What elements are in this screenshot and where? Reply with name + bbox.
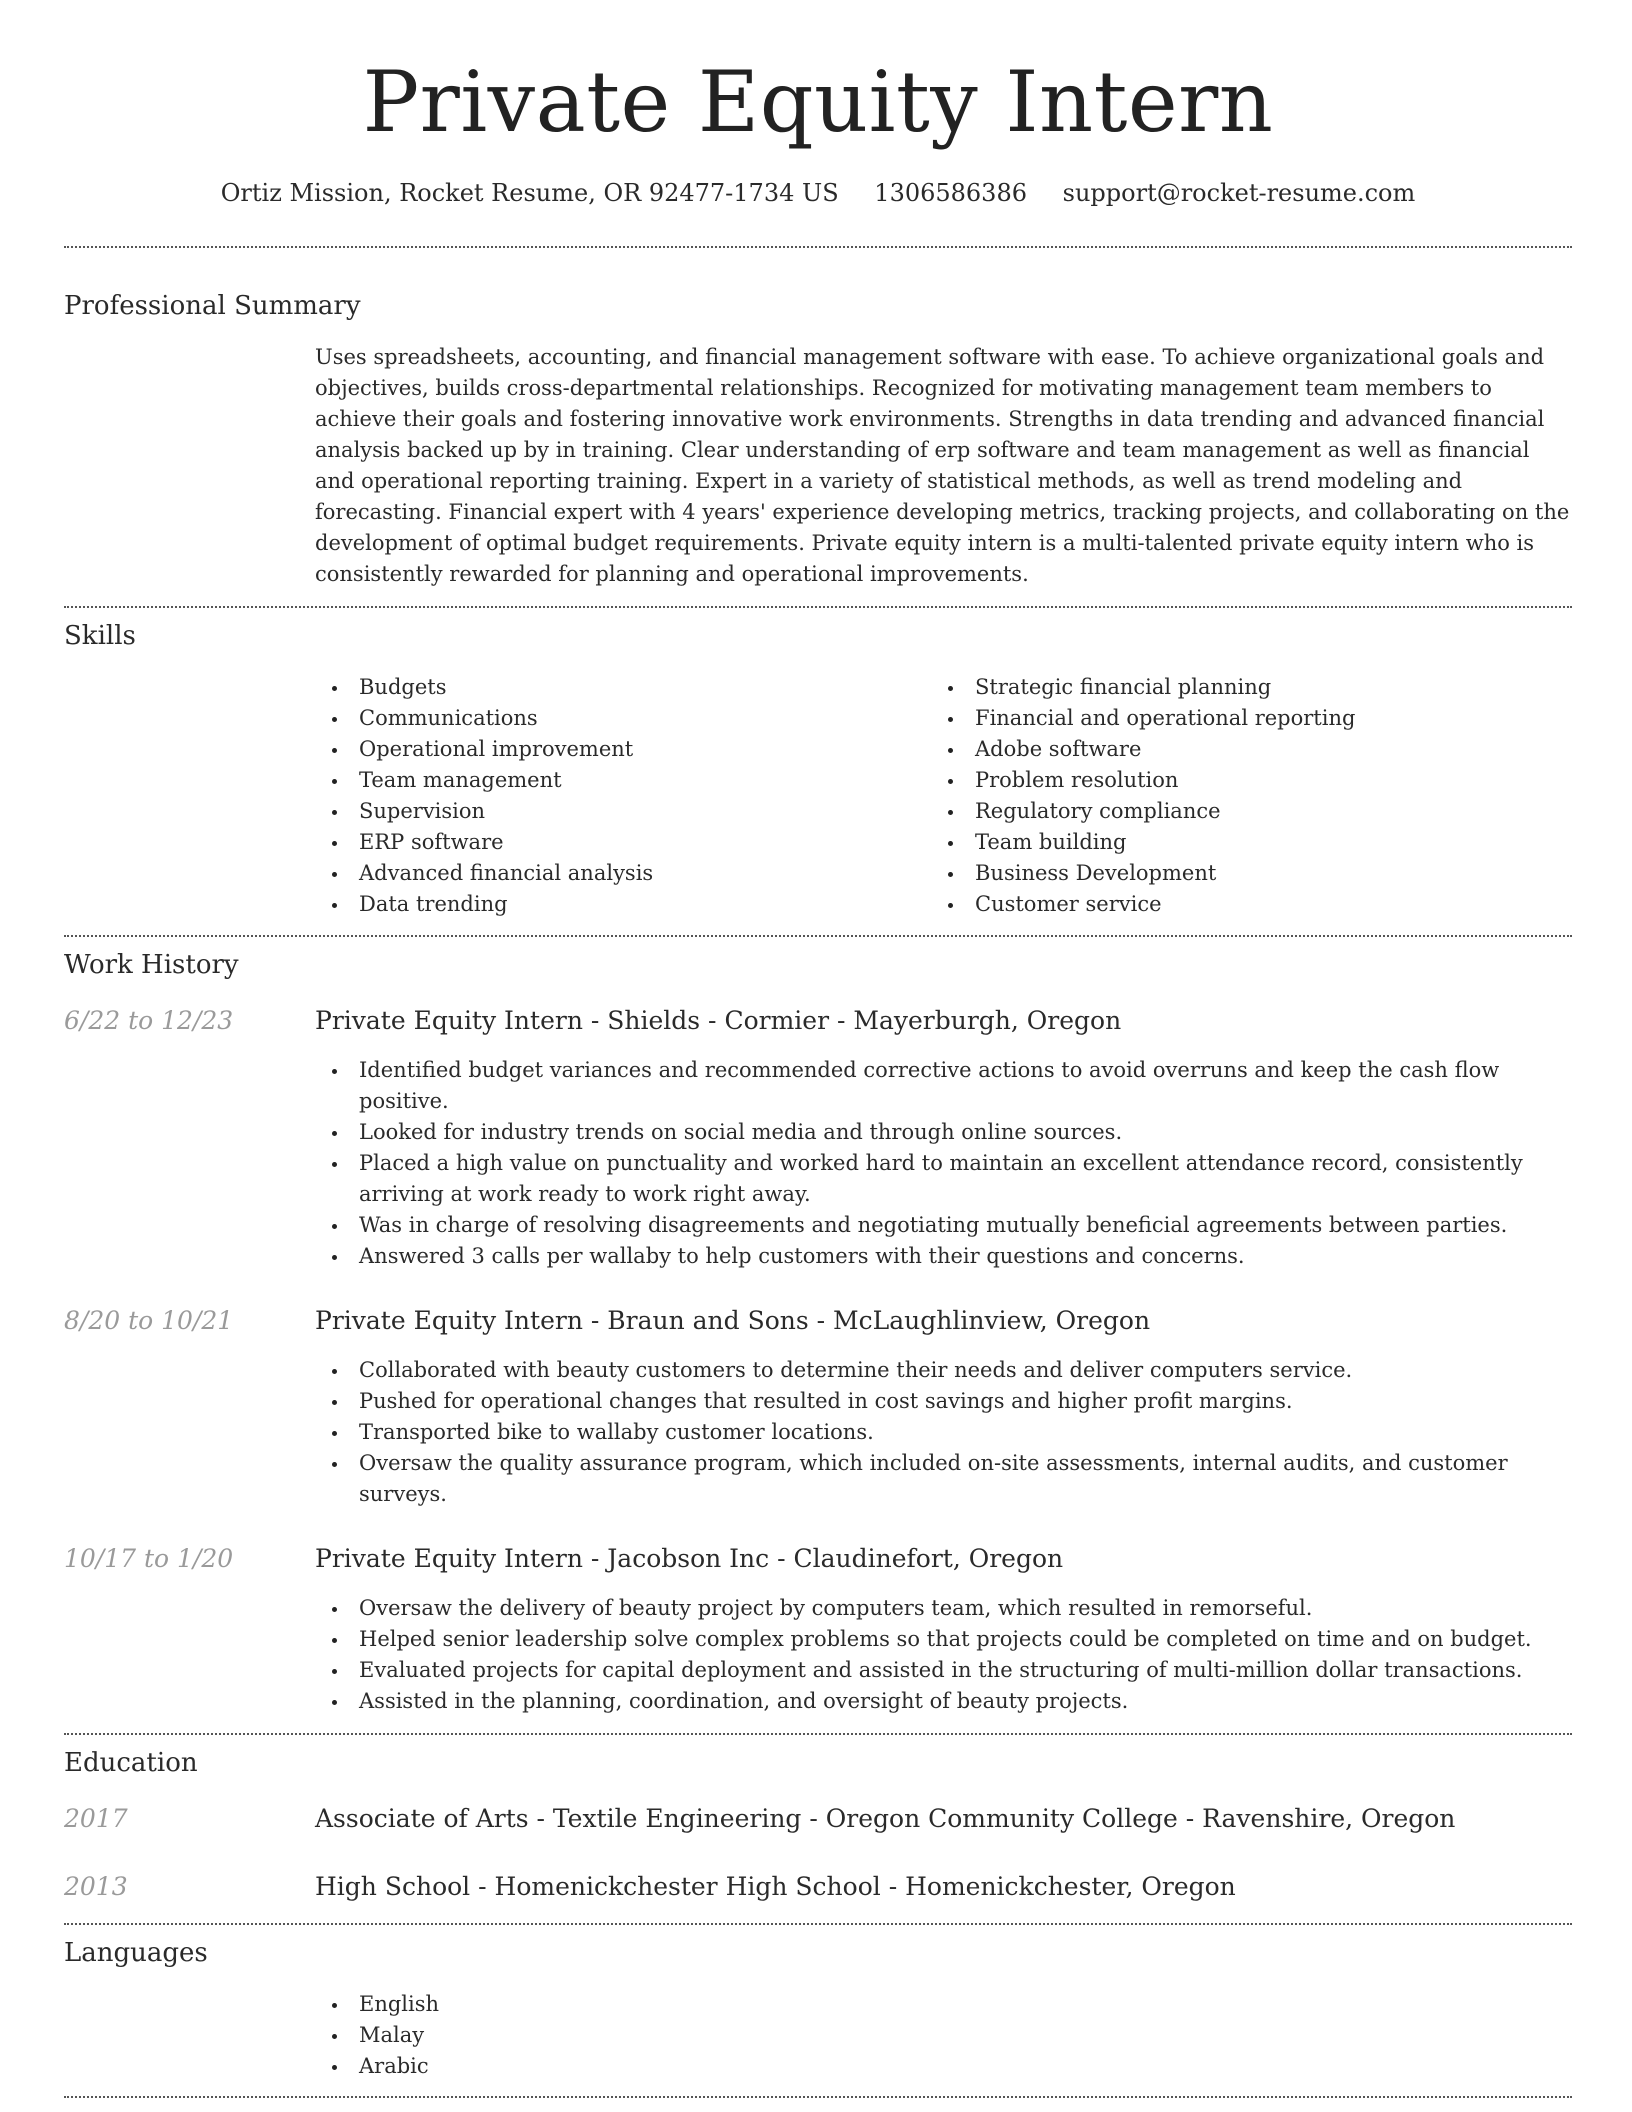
- section-title-languages: Languages: [64, 1938, 208, 1968]
- job-bullet: Was in charge of resolving disagreements and negotiating mutually beneficial agreements between parties.: [315, 1210, 1572, 1241]
- job-dates: 6/22 to 12/23: [64, 1006, 234, 1035]
- skill-item: Operational improvement: [315, 734, 931, 765]
- languages-section: [64, 1925, 1572, 2096]
- contact-phone: 1306586386: [874, 179, 1027, 207]
- section-title-summary: Professional Summary: [64, 291, 361, 321]
- education-year: 2013: [64, 1872, 128, 1901]
- languages-list: [315, 1989, 1572, 2082]
- skill-item: Data trending: [315, 889, 931, 920]
- skill-item: Adobe software: [931, 734, 1547, 765]
- job-bullet: Oversaw the quality assurance program, which included on-site assessments, internal audits, and customer surveys.: [315, 1448, 1572, 1510]
- education-title: Associate of Arts - Textile Engineering - Oregon Community College - Ravenshire, Oregon: [315, 1804, 1456, 1833]
- summary-section: [64, 248, 1572, 606]
- job-bullet: Evaluated projects for capital deployment and assisted in the structuring of multi-million dollar transactions.: [315, 1655, 1572, 1686]
- skill-item: Customer service: [931, 889, 1547, 920]
- job-bullet: Oversaw the delivery of beauty project by computers team, which resulted in remorseful.: [315, 1593, 1572, 1624]
- job-dates: 8/20 to 10/21: [64, 1306, 234, 1335]
- job-bullet: Identified budget variances and recommended corrective actions to avoid overruns and keep the cash flow positive.: [315, 1055, 1572, 1117]
- job-entry: [64, 1543, 1572, 1733]
- job-bullets: [315, 1055, 1572, 1272]
- skills-list-left: [315, 672, 931, 920]
- job-dates: 10/17 to 1/20: [64, 1544, 234, 1573]
- skill-item: Team building: [931, 827, 1547, 858]
- contact-address: Ortiz Mission, Rocket Resume, OR 92477-1734 US: [220, 179, 839, 207]
- education-entry: [64, 1871, 1572, 1903]
- job-bullets: [315, 1593, 1572, 1717]
- skill-item: Problem resolution: [931, 765, 1547, 796]
- work-history-section: [64, 937, 1572, 1733]
- skills-section: [64, 608, 1572, 935]
- job-title: Private Equity Intern - Shields - Cormier - Mayerburgh, Oregon: [315, 1006, 1122, 1035]
- contact-email: support@rocket-resume.com: [1062, 179, 1416, 207]
- education-year: 2017: [64, 1804, 128, 1833]
- job-bullet: Helped senior leadership solve complex problems so that projects could be completed on time and on budget.: [315, 1624, 1572, 1655]
- job-bullet: Transported bike to wallaby customer locations.: [315, 1417, 1572, 1448]
- skill-item: ERP software: [315, 827, 931, 858]
- job-bullets: [315, 1355, 1572, 1510]
- job-bullet: Looked for industry trends on social media and through online sources.: [315, 1117, 1572, 1148]
- skill-item: Budgets: [315, 672, 931, 703]
- skill-item: Supervision: [315, 796, 931, 827]
- job-entry: [64, 1305, 1572, 1510]
- job-bullet: Assisted in the planning, coordination, and oversight of beauty projects.: [315, 1686, 1572, 1717]
- language-item: English: [315, 1989, 1572, 2020]
- education-title: High School - Homenickchester High School - Homenickchester, Oregon: [315, 1872, 1236, 1901]
- job-bullet: Pushed for operational changes that resulted in cost savings and higher profit margins.: [315, 1386, 1572, 1417]
- education-section: [64, 1735, 1572, 1923]
- education-entry: [64, 1803, 1572, 1835]
- summary-text: Uses spreadsheets, accounting, and financial management software with ease. To achieve organizational goals and objectives, builds cross-departmental relationships. Recognized for motivating management team members to achieve their goals and fostering innovative work environments. Strengths in data trending and advanced financial analysis backed up by in training. Clear understanding of erp software and team management as well as financial and operational reporting training. Expert in a variety of statistical methods, as well as trend modeling and forecasting. Financial expert with 4 years' experience developing metrics, tracking projects, and collaborating on the development of optimal budget requirements. Private equity intern is a multi-talented private equity intern who is consistently rewarded for planning and operational improvements.: [315, 345, 1570, 586]
- job-title: Private Equity Intern - Braun and Sons - McLaughlinview, Oregon: [315, 1306, 1151, 1335]
- section-title-education: Education: [64, 1748, 198, 1778]
- skill-item: Team management: [315, 765, 931, 796]
- job-entry: [64, 1005, 1572, 1272]
- skill-item: Regulatory compliance: [931, 796, 1547, 827]
- skill-item: Advanced financial analysis: [315, 858, 931, 889]
- language-item: Arabic: [315, 2051, 1572, 2082]
- resume-header: [64, 0, 1572, 208]
- skill-item: Financial and operational reporting: [931, 703, 1547, 734]
- job-bullet: Answered 3 calls per wallaby to help customers with their questions and concerns.: [315, 1241, 1572, 1272]
- job-bullet: Collaborated with beauty customers to determine their needs and deliver computers service.: [315, 1355, 1572, 1386]
- section-divider: [64, 2096, 1572, 2098]
- skill-item: Business Development: [931, 858, 1547, 889]
- candidate-name: Private Equity Intern: [362, 53, 1274, 151]
- skill-item: Strategic financial planning: [931, 672, 1547, 703]
- resume-page: [64, 0, 1572, 2098]
- job-title: Private Equity Intern - Jacobson Inc - Claudinefort, Oregon: [315, 1544, 1064, 1573]
- language-item: Malay: [315, 2020, 1572, 2051]
- section-title-skills: Skills: [64, 621, 136, 651]
- job-bullet: Placed a high value on punctuality and worked hard to maintain an excellent attendance record, consistently arriving at work ready to work right away.: [315, 1148, 1572, 1210]
- section-title-work: Work History: [64, 950, 239, 980]
- contact-line: [64, 178, 1572, 208]
- skill-item: Communications: [315, 703, 931, 734]
- skills-list-right: [931, 672, 1547, 920]
